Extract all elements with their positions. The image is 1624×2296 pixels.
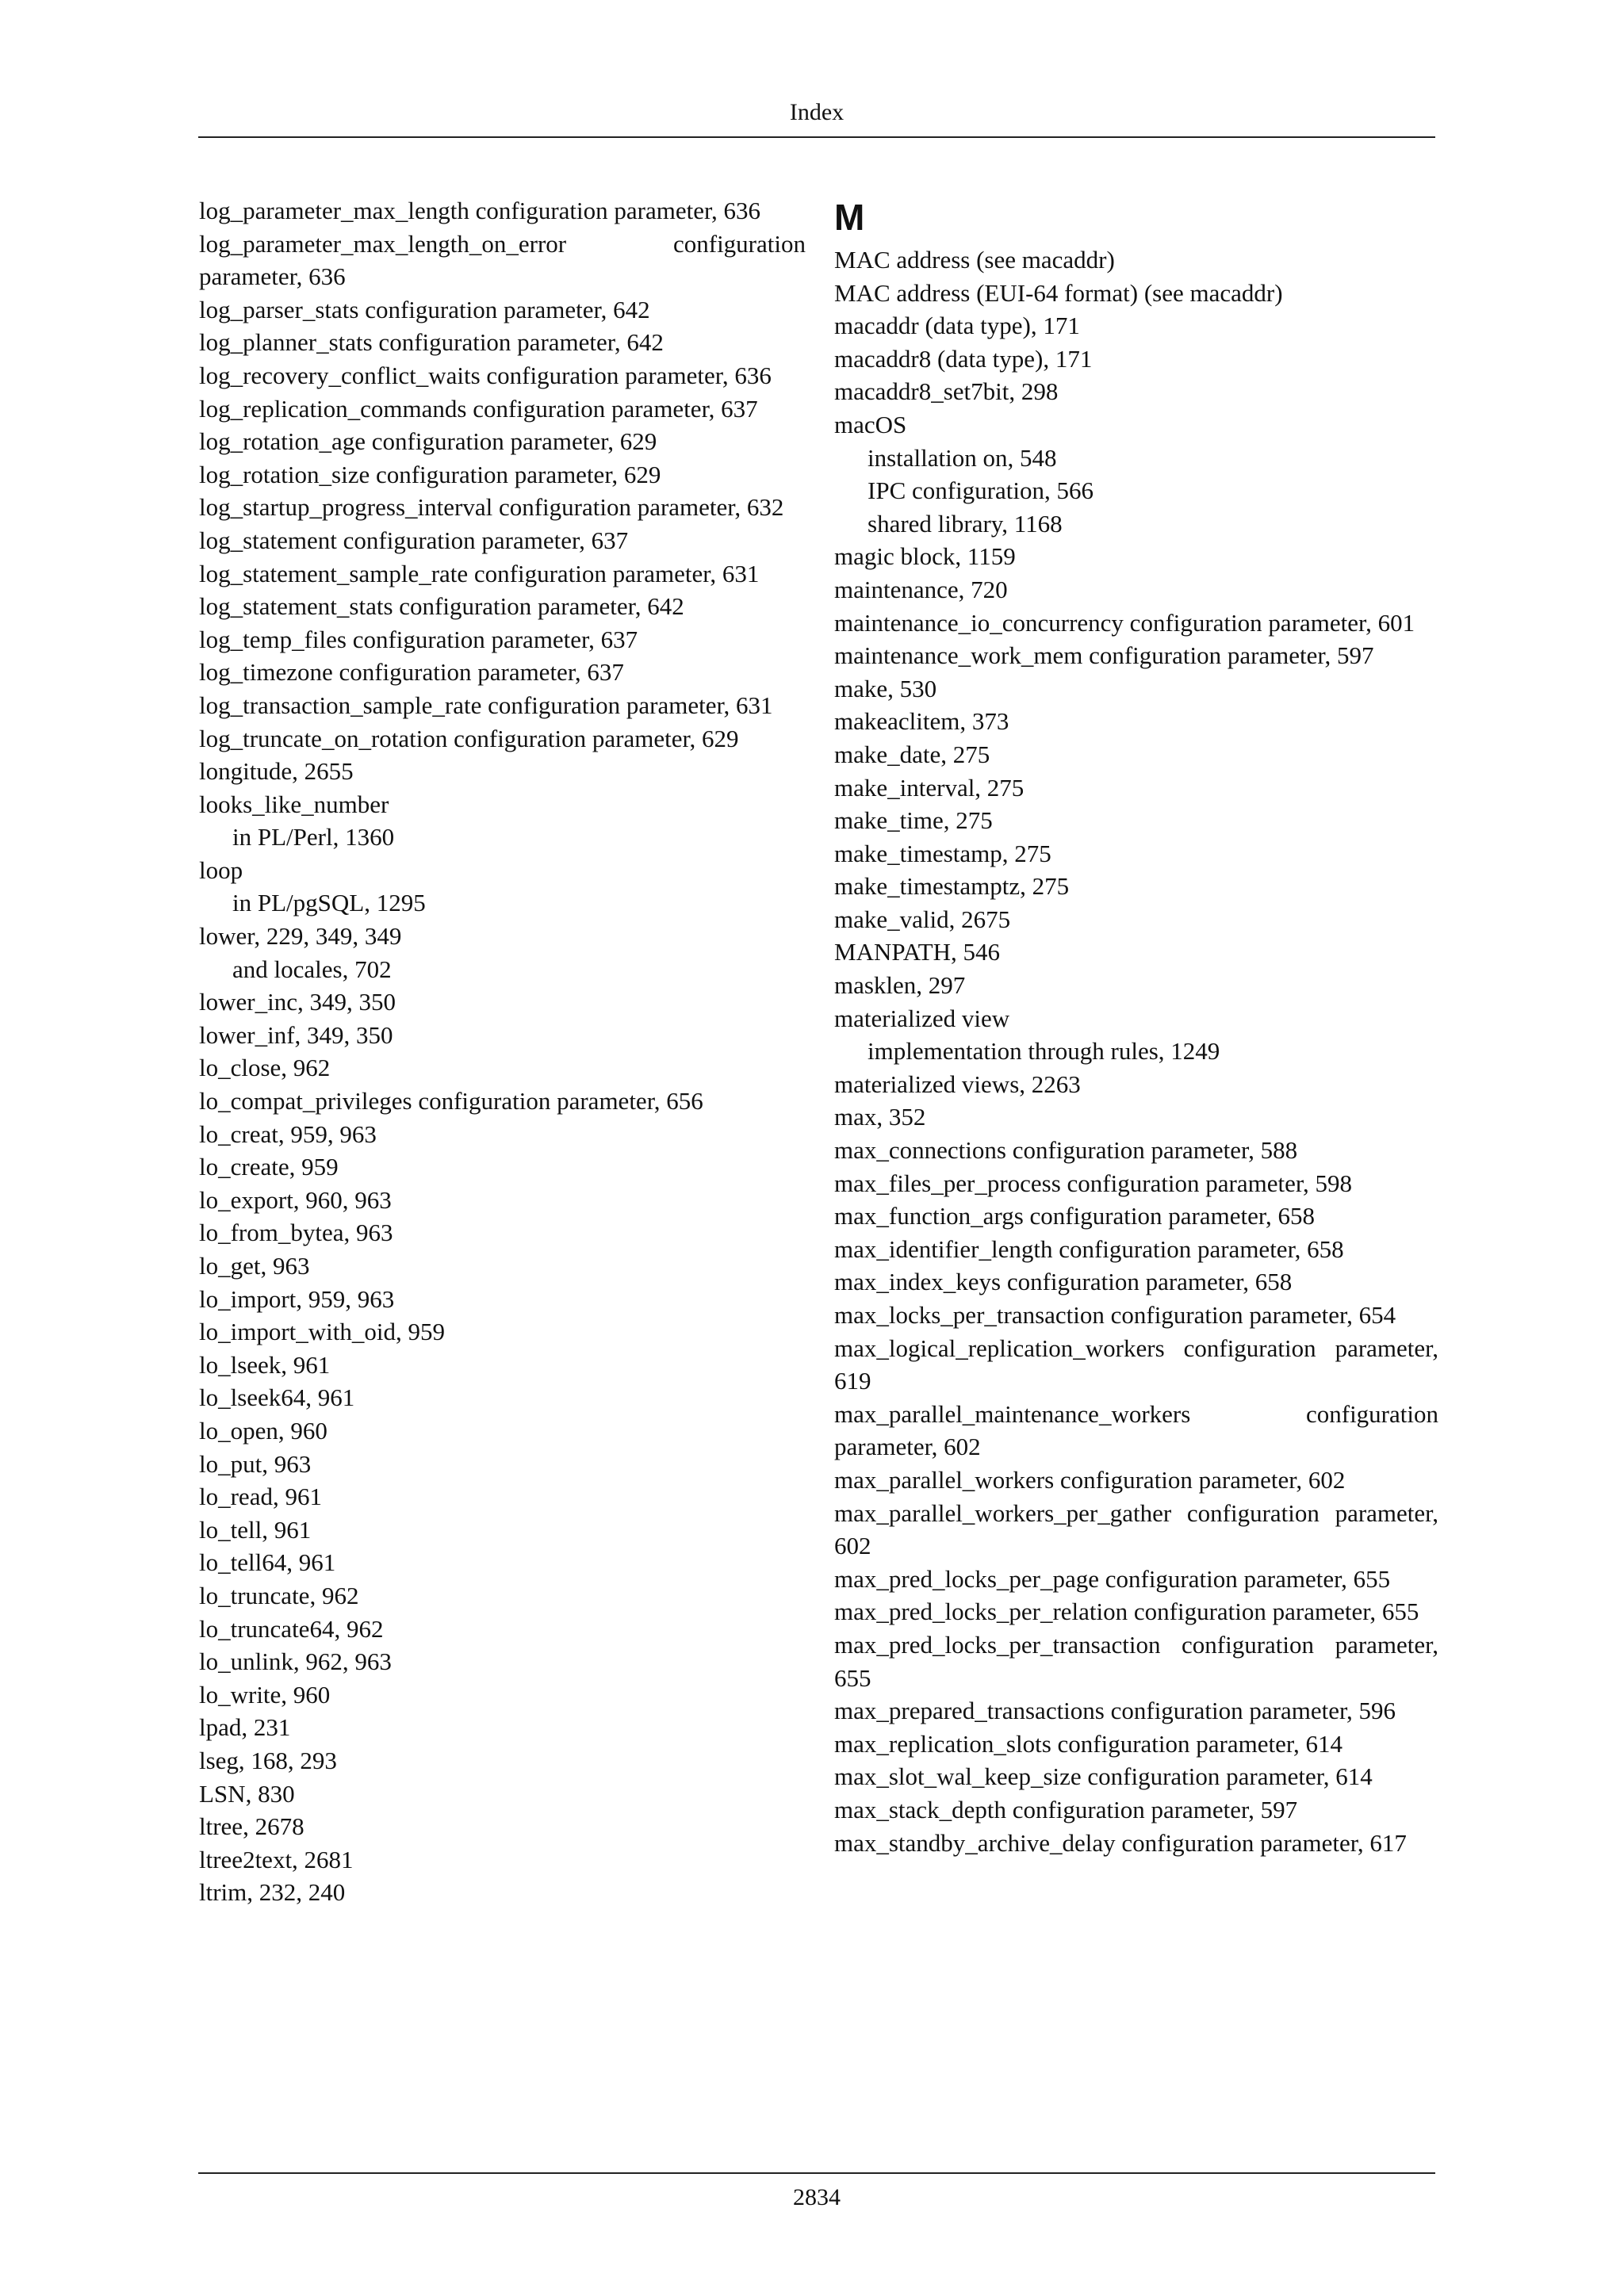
index-entry: max_pred_locks_per_transaction configuration parameter, 655 — [834, 1630, 1438, 1692]
index-entry: lower, 229, 349, 349 — [199, 922, 402, 951]
index-entry: max_pred_locks_per_relation configuration parameter, 655 — [834, 1598, 1419, 1626]
index-entry: log_parameter_max_length configuration parameter, 636 — [199, 197, 761, 224]
index-entry: make_valid, 2675 — [834, 905, 1011, 933]
index-entry: lo_export, 960, 963 — [199, 1185, 392, 1214]
index-entry: lower_inf, 349, 350 — [199, 1020, 393, 1049]
index-entry: max_parallel_workers_per_gather configuration parameter, 602 — [834, 1498, 1438, 1560]
index-entry: log_transaction_sample_rate configuration parameter, 631 — [199, 691, 773, 719]
index-entry: lo_close, 962 — [199, 1054, 331, 1082]
index-subentry: and locales, 702 — [232, 955, 392, 983]
index-entry: max_stack_depth configuration parameter, 597 — [834, 1795, 1298, 1823]
page-number: 2834 — [793, 2184, 841, 2210]
index-entry: longitude, 2655 — [199, 757, 354, 786]
index-entry: log_statement configuration parameter, 637 — [199, 526, 629, 554]
index-entry: make_interval, 275 — [834, 773, 1025, 802]
index-entry: log_statement_stats configuration parameter, 642 — [199, 592, 684, 621]
index-subentry: installation on, 548 — [868, 443, 1057, 472]
index-entry: max_slot_wal_keep_size configuration parameter, 614 — [834, 1762, 1373, 1791]
index-entry: ltree2text, 2681 — [199, 1845, 354, 1873]
index-entry: lo_open, 960 — [199, 1416, 327, 1445]
index-entry: log_rotation_size configuration parameter, 629 — [199, 460, 661, 488]
index-entry: log_temp_files configuration parameter, 637 — [199, 625, 638, 653]
index-entry: macaddr (data type), 171 — [834, 312, 1080, 340]
index-entry: max_logical_replication_workers configuration parameter, 619 — [834, 1334, 1438, 1395]
index-entries-m — [834, 243, 1438, 1859]
index-entry: max_standby_archive_delay configuration parameter, 617 — [834, 1828, 1407, 1857]
index-entry: lpad, 231 — [199, 1713, 291, 1742]
index-entry: log_replication_commands configuration parameter, 637 — [199, 394, 758, 423]
index-entry: max_pred_locks_per_page configuration parameter, 655 — [834, 1564, 1391, 1593]
index-entry: materialized views, 2263 — [834, 1070, 1081, 1098]
index-entry: make_timestamp, 275 — [834, 839, 1051, 867]
index-subentry: IPC configuration, 566 — [868, 476, 1094, 505]
section-letter: M — [834, 197, 865, 238]
index-entry: macaddr8_set7bit, 298 — [834, 377, 1059, 406]
index-entry: make, 530 — [834, 674, 937, 702]
index-entry: log_timezone configuration parameter, 637 — [199, 658, 624, 687]
header-rule — [198, 136, 1435, 138]
index-entry: max_parallel_maintenance_workers configuration parameter, 602 — [834, 1399, 1438, 1461]
index-entry: max_files_per_process configuration parameter, 598 — [834, 1169, 1352, 1197]
index-entry: loop — [199, 855, 243, 884]
index-entry: max_locks_per_transaction configuration parameter, 654 — [834, 1301, 1396, 1329]
index-entry: max_parallel_workers configuration parameter, 602 — [834, 1465, 1346, 1494]
index-entry: LSN, 830 — [199, 1779, 295, 1808]
running-header: Index — [789, 99, 845, 125]
index-entry: max_function_args configuration parameter, 658 — [834, 1202, 1315, 1230]
index-entry: log_parser_stats configuration parameter, 642 — [199, 295, 650, 323]
index-entry: maintenance_work_mem configuration parameter, 597 — [834, 641, 1374, 670]
index-entry: lo_tell, 961 — [199, 1515, 312, 1544]
index-entry: lo_read, 961 — [199, 1483, 322, 1511]
index-entry: looks_like_number — [199, 790, 389, 818]
index-column-left — [199, 194, 806, 1909]
index-subentry: in PL/pgSQL, 1295 — [232, 889, 426, 917]
index-entry: MANPATH, 546 — [834, 938, 1001, 966]
index-entry: masklen, 297 — [834, 971, 966, 1000]
index-entry: log_truncate_on_rotation configuration parameter, 629 — [199, 724, 739, 752]
index-entry: MAC address (see macaddr) — [834, 246, 1115, 274]
index-subentry: in PL/Perl, 1360 — [232, 823, 395, 851]
index-entry: lo_import_with_oid, 959 — [199, 1318, 445, 1346]
index-entry: log_parameter_max_length_on_error configuration parameter, 636 — [199, 229, 806, 291]
index-entry: MAC address (EUI-64 format) (see macaddr) — [834, 278, 1283, 307]
index-entry: maintenance, 720 — [834, 575, 1008, 603]
index-entry: lo_truncate64, 962 — [199, 1614, 384, 1643]
index-entry: log_recovery_conflict_waits configuration parameter, 636 — [199, 361, 772, 389]
index-entry: max, 352 — [834, 1103, 926, 1131]
index-entry: lo_tell64, 961 — [199, 1548, 336, 1577]
index-entry: lo_write, 960 — [199, 1680, 331, 1709]
index-entry: ltrim, 232, 240 — [199, 1878, 346, 1907]
index-entry: max_index_keys configuration parameter, 658 — [834, 1268, 1293, 1296]
index-entry: lo_put, 963 — [199, 1449, 312, 1478]
index-entry: macaddr8 (data type), 171 — [834, 344, 1093, 373]
index-entry: magic block, 1159 — [834, 542, 1016, 571]
index-entry: lseg, 168, 293 — [199, 1746, 337, 1774]
index-entry: max_connections configuration parameter, 588 — [834, 1136, 1298, 1165]
index-entry: log_rotation_age configuration parameter, 629 — [199, 427, 657, 456]
index-entry: make_timestamptz, 275 — [834, 872, 1070, 901]
index-entry: lo_lseek, 961 — [199, 1350, 331, 1379]
index-entry: materialized view — [834, 1004, 1010, 1032]
index-entry: lo_creat, 959, 963 — [199, 1119, 377, 1148]
index-entry: makeaclitem, 373 — [834, 707, 1009, 736]
index-entry: max_identifier_length configuration parameter, 658 — [834, 1234, 1344, 1263]
index-entry: make_date, 275 — [834, 740, 990, 768]
index-column-right — [834, 194, 1438, 1859]
index-subentry: implementation through rules, 1249 — [868, 1037, 1220, 1066]
index-entry: lo_lseek64, 961 — [199, 1383, 355, 1412]
index-entry: lo_get, 963 — [199, 1252, 310, 1280]
index-entry: lower_inc, 349, 350 — [199, 988, 396, 1016]
index-entry: lo_from_bytea, 963 — [199, 1219, 393, 1247]
index-entry: log_statement_sample_rate configuration parameter, 631 — [199, 559, 760, 587]
index-entry: lo_import, 959, 963 — [199, 1284, 395, 1313]
index-entry: max_prepared_transactions configuration parameter, 596 — [834, 1697, 1396, 1725]
index-entry: make_time, 275 — [834, 806, 993, 835]
index-entry: macOS — [834, 410, 907, 438]
index-entry: lo_compat_privileges configuration parameter, 656 — [199, 1087, 703, 1115]
index-subentry: shared library, 1168 — [868, 509, 1063, 538]
index-entry: lo_truncate, 962 — [199, 1581, 359, 1609]
footer-rule — [198, 2172, 1435, 2174]
index-entry: log_planner_stats configuration parameter, 642 — [199, 328, 664, 357]
index-entry: ltree, 2678 — [199, 1812, 304, 1841]
index-entry: maintenance_io_concurrency configuration parameter, 601 — [834, 608, 1415, 637]
index-entry: max_replication_slots configuration parameter, 614 — [834, 1729, 1342, 1758]
index-entry: log_startup_progress_interval configuration parameter, 632 — [199, 493, 784, 522]
index-entry: lo_unlink, 962, 963 — [199, 1647, 392, 1676]
index-entry: lo_create, 959 — [199, 1153, 339, 1181]
